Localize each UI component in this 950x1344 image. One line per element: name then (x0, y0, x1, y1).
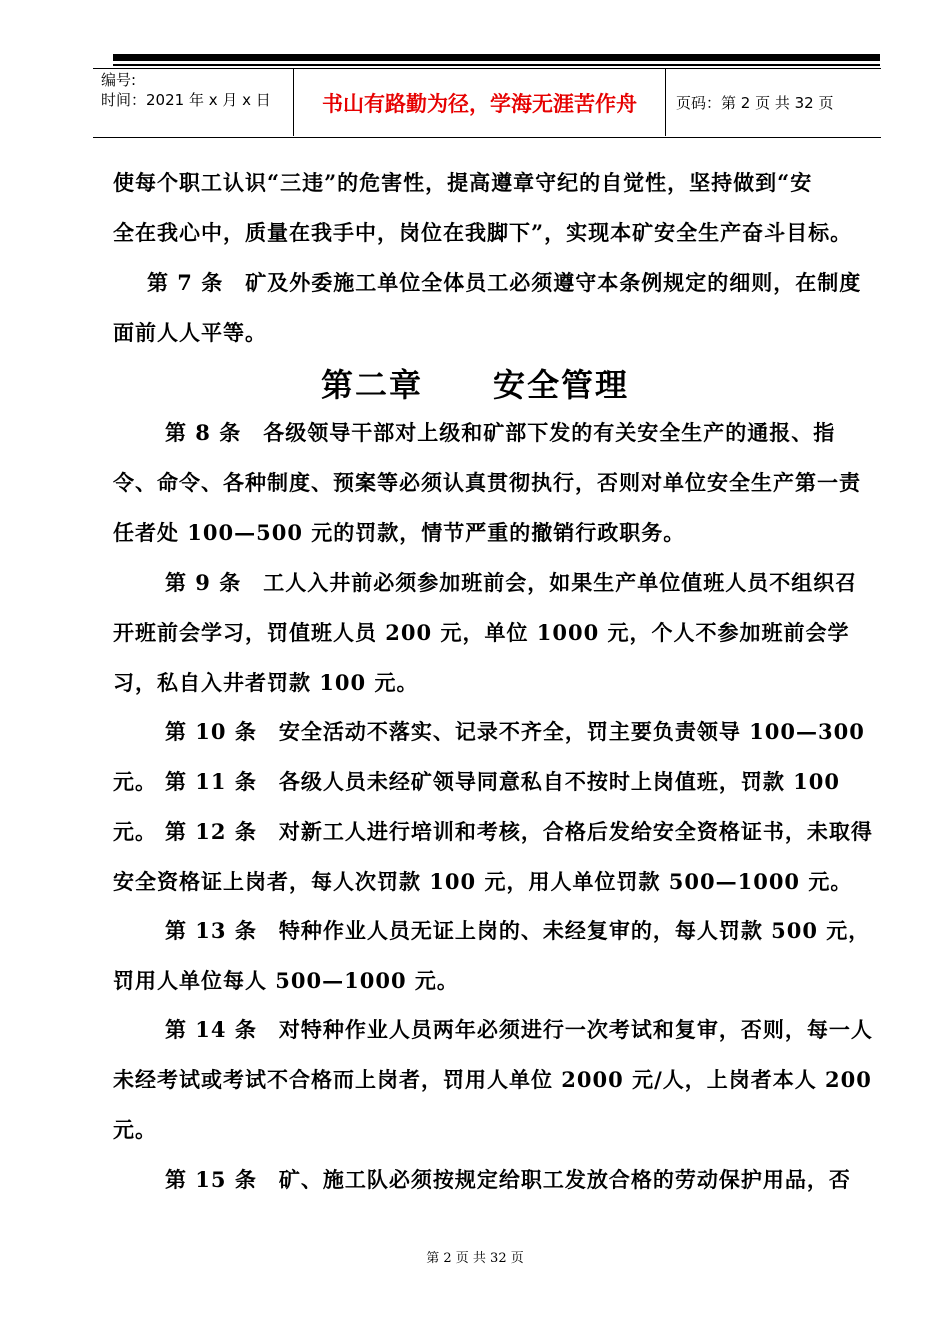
header-rule-thick (113, 54, 880, 61)
doc-number-label: 编号: (101, 71, 137, 89)
header-divider (665, 68, 666, 136)
paragraph-line: 使每个职工认识“三违”的危害性，提高遵章守纪的自觉性，坚持做到“安 (113, 170, 813, 195)
paragraph-line: 全在我心中，质量在我手中，岗位在我脚下”，实现本矿安全生产奋斗目标。 (113, 220, 853, 245)
article-13: 第 13 条 特种作业人员无证上岗的、未经复审的，每人罚款 500 元，罚用人单位每人 500—1000 元。 (113, 918, 871, 993)
article-15: 第 15 条 矿、施工队必须按规定给职工发放合格的劳动保护用品，否 (165, 1167, 851, 1192)
article-7: 第 7 条 矿及外委施工单位全体员工必须遵守本条例规定的细则，在制度面前人人平等。 (113, 270, 862, 345)
article-11: 第 11 条 各级人员未经矿领导同意私自不按时上岗值班，罚款 100 元。 (113, 769, 840, 844)
article-14: 第 14 条 对特种作业人员两年必须进行一次考试和复审，否则，每一人未经考试或考试不合格而上岗者，罚用人单位 2000 元/人，上岗者本人 200 元。 (113, 1017, 873, 1142)
page-footer: 第 2 页 共 32 页 (426, 1251, 524, 1266)
chapter-heading (0, 360, 950, 406)
article-9: 第 9 条 工人入井前必须参加班前会，如果生产单位值班人员不组织召开班前会学习，罚值班人员 200 元，单位 1000 元，个人不参加班前会学习，私自入井者罚款 100 元。 (113, 570, 858, 695)
paragraph-continuation (113, 158, 873, 258)
header-motto: 书山有路勤为径，学海无涯苦作舟 (322, 92, 637, 116)
header-rule-thin (113, 64, 880, 66)
article-8: 第 8 条 各级领导干部对上级和矿部下发的有关安全生产的通报、指令、命令、各种制度、预案等必须认真贯彻执行，否则对单位安全生产第一责任者处 100—500 元的罚款，情节严重的撤销行政职务。 (113, 420, 861, 545)
doc-time-label: 时间：2021 年 x 月 x 日 (101, 91, 271, 109)
article-12: 第 12 条 对新工人进行培训和考核，合格后发给安全资格证书，未取得安全资格证上岗者，每人次罚款 100 元，用人单位罚款 500—1000 元。 (113, 819, 873, 894)
article-10: 第 10 条 安全活动不落实、记录不齐全，罚主要负责领导 100—300 元。 (113, 719, 865, 794)
header-page-info: 页码：第 2 页 共 32 页 (676, 94, 834, 112)
header-meta (101, 70, 271, 110)
chapter-number: 第二章 (320, 366, 423, 404)
chapter-title: 安全管理 (493, 366, 630, 404)
